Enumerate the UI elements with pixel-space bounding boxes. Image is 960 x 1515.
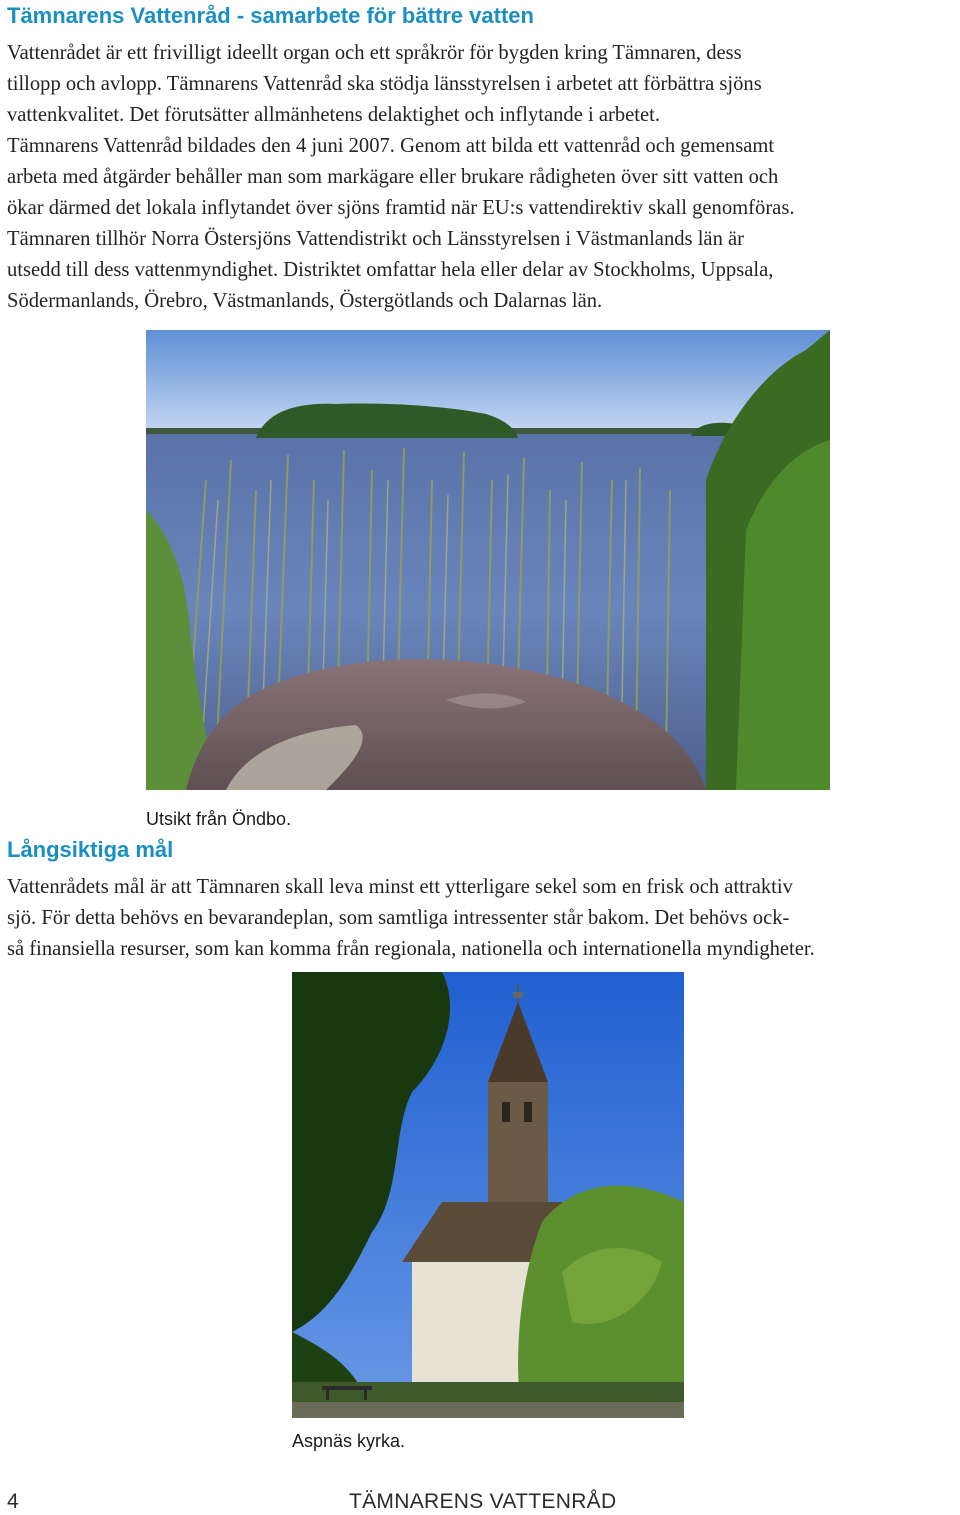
paragraph-line: arbeta med åtgärder behåller man som markägare eller brukare rådigheten över sitt vatten och: [7, 166, 779, 188]
paragraph-line: Tämnaren tillhör Norra Östersjöns Vattendistrikt och Länsstyrelsen i Västmanlands län är: [7, 228, 745, 250]
photo-caption: Aspnäs kyrka.: [292, 1431, 406, 1451]
paragraph-line: Vattenrådet är ett frivilligt ideellt organ och ett språkrör för bygden kring Tämnaren, dess: [7, 42, 742, 64]
intro-paragraph: [7, 38, 960, 317]
page-number: 4: [7, 1490, 19, 1513]
goals-paragraph: [7, 872, 960, 965]
section-heading-mal: Långsiktiga mål: [7, 837, 174, 862]
paragraph-line: sjö. För detta behövs en bevarandeplan, som samtliga intressenter står bakom. Det behövs ock-: [7, 907, 790, 929]
running-footer-title: TÄMNARENS VATTENRÅD: [349, 1490, 617, 1513]
paragraph-line: så finansiella resurser, som kan komma från regionala, nationella och internationella myndigheter.: [7, 938, 815, 960]
lake-photo: [146, 330, 830, 790]
paragraph-line: Vattenrådets mål är att Tämnaren skall leva minst ett ytterligare sekel som en frisk och attraktiv: [7, 876, 793, 898]
paragraph-line: Tämnarens Vattenråd bildades den 4 juni 2007. Genom att bilda ett vattenråd och gemensamt: [7, 135, 775, 157]
church-scene-illustration: [292, 972, 684, 1418]
paragraph-line: Södermanlands, Örebro, Västmanlands, Östergötlands och Dalarnas län.: [7, 290, 603, 312]
paragraph-line: vattenkvalitet. Det förutsätter allmänhetens delaktighet och inflytande i arbetet.: [7, 104, 661, 126]
paragraph-line: ökar därmed det lokala inflytandet över sjöns framtid när EU:s vattendirektiv skall genomföras.: [7, 197, 795, 219]
section-heading-vattenrad: Tämnarens Vattenråd - samarbete för bättre vatten: [7, 3, 534, 28]
paragraph-line: tillopp och avlopp. Tämnarens Vattenråd ska stödja länsstyrelsen i arbetet att förbättra sjöns: [7, 73, 762, 95]
lake-scene-illustration: [146, 330, 830, 790]
church-photo: [292, 972, 684, 1418]
paragraph-line: utsedd till dess vattenmyndighet. Distriktet omfattar hela eller delar av Stockholms, Uppsala,: [7, 259, 774, 281]
photo-caption: Utsikt från Öndbo.: [146, 809, 292, 829]
